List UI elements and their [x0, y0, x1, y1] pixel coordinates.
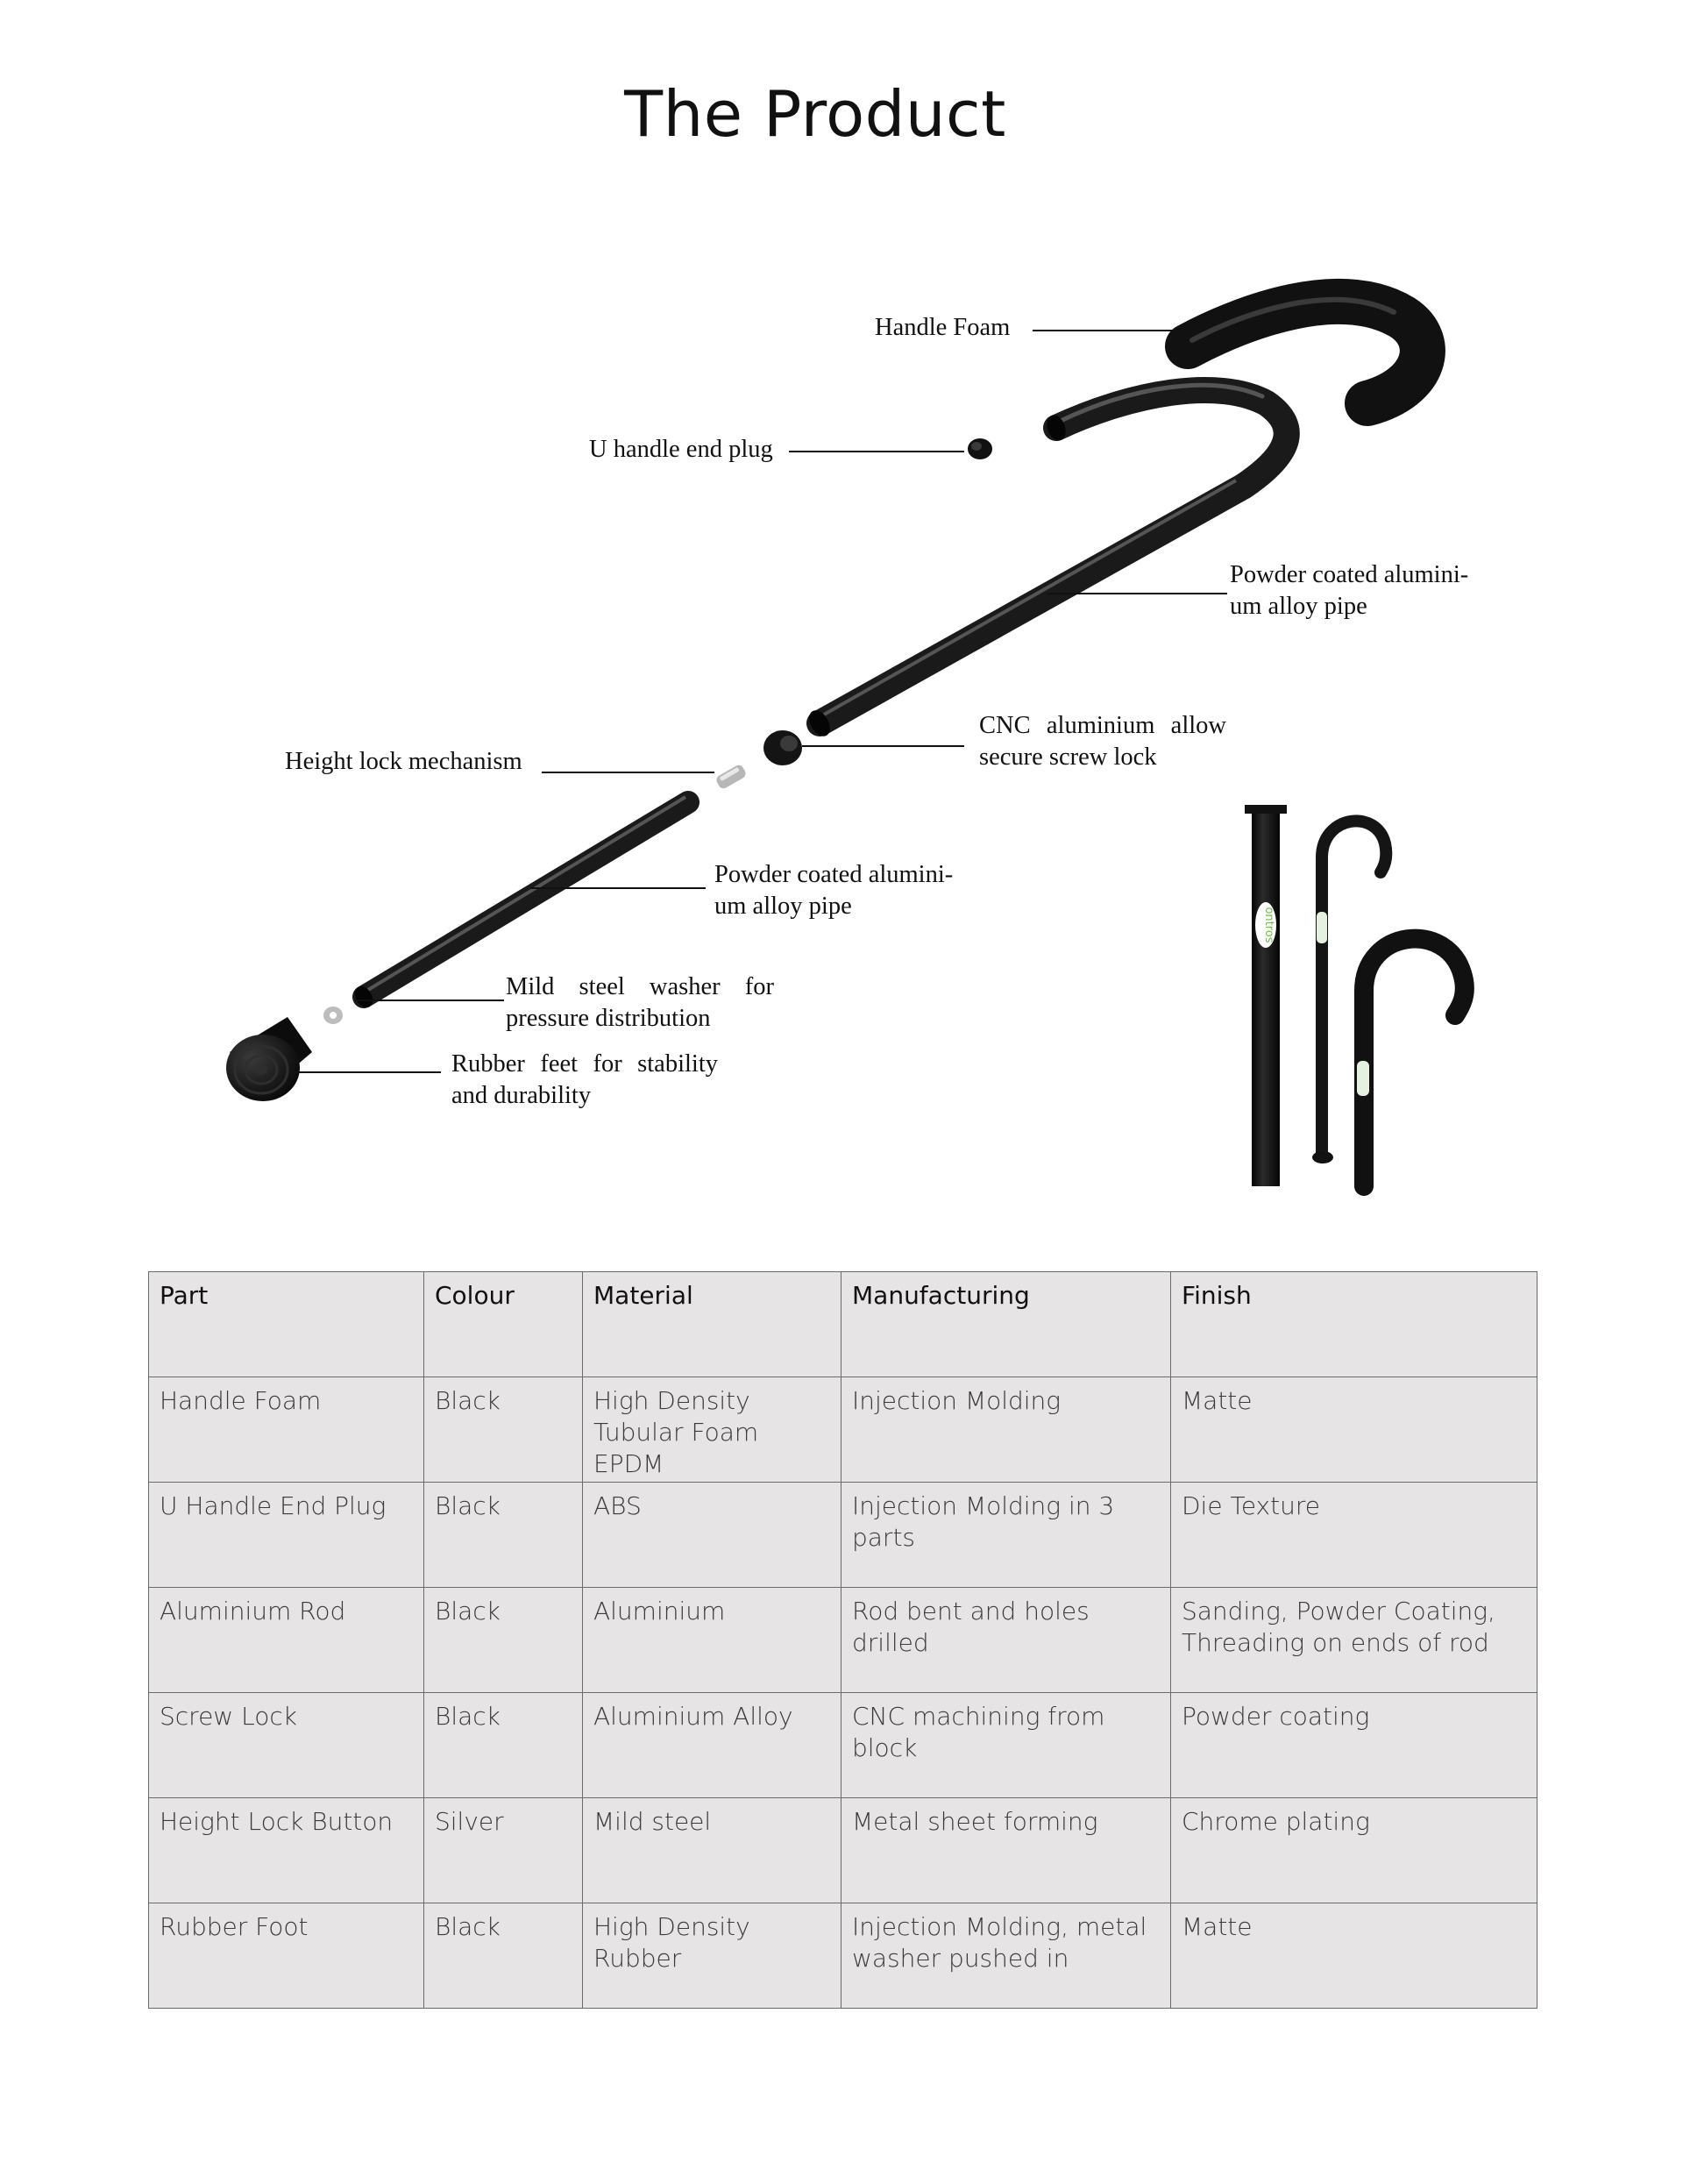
- spec-table: [148, 1271, 1537, 2009]
- table-row: [149, 1798, 1537, 1903]
- cell-material: Mild steel: [583, 1798, 842, 1903]
- callout-rubber-feet: [451, 1049, 718, 1112]
- cell-finish: Sanding, Powder Coating, Threading on ends of rod: [1171, 1588, 1537, 1693]
- callout-lower-pipe-line1: Powder coated alumini-: [714, 861, 954, 888]
- callout-screw-lock: [979, 710, 1226, 773]
- table-row: [149, 1483, 1537, 1588]
- callout-rubber-feet-line1: Rubber feet for stability: [451, 1050, 718, 1078]
- cell-material: High Density Rubber: [583, 1903, 842, 2009]
- callout-washer-line1: Mild steel washer for: [506, 973, 774, 1000]
- cell-colour: Silver: [424, 1798, 583, 1903]
- cell-colour: Black: [424, 1588, 583, 1693]
- callout-lower-pipe: [714, 859, 953, 922]
- callout-upper-pipe: [1230, 559, 1468, 622]
- callout-u-handle-end-plug: U handle end plug: [589, 436, 773, 463]
- callout-upper-pipe-line2: um alloy pipe: [1230, 593, 1367, 620]
- cell-part: Rubber Foot: [149, 1903, 424, 2009]
- table-row: [149, 1588, 1537, 1693]
- cell-part: Screw Lock: [149, 1693, 424, 1798]
- callout-upper-pipe-line1: Powder coated alumini-: [1230, 561, 1469, 588]
- cell-part: Aluminium Rod: [149, 1588, 424, 1693]
- header-material: Material: [583, 1272, 842, 1377]
- callout-washer: [506, 971, 774, 1035]
- cell-colour: Black: [424, 1483, 583, 1588]
- cell-part: Handle Foam: [149, 1377, 424, 1483]
- header-manufacturing: Manufacturing: [842, 1272, 1171, 1377]
- cell-part: Height Lock Button: [149, 1798, 424, 1903]
- table-header-row: [149, 1272, 1537, 1377]
- cell-manufacturing: Injection Molding in 3 parts: [842, 1483, 1171, 1588]
- cell-finish: Matte: [1171, 1903, 1537, 2009]
- cell-finish: Powder coating: [1171, 1693, 1537, 1798]
- cell-manufacturing: CNC machining from block: [842, 1693, 1171, 1798]
- cell-finish: Chrome plating: [1171, 1798, 1537, 1903]
- cell-part: U Handle End Plug: [149, 1483, 424, 1588]
- cell-material: Aluminium Alloy: [583, 1693, 842, 1798]
- cell-manufacturing: Rod bent and holes drilled: [842, 1588, 1171, 1693]
- header-finish: Finish: [1171, 1272, 1537, 1377]
- callout-screw-lock-line1: CNC aluminium allow: [979, 712, 1226, 739]
- cell-manufacturing: Metal sheet forming: [842, 1798, 1171, 1903]
- cell-finish: Matte: [1171, 1377, 1537, 1483]
- callout-screw-lock-line2: secure screw lock: [979, 743, 1157, 771]
- cell-material: Aluminium: [583, 1588, 842, 1693]
- cell-manufacturing: Injection Molding, metal washer pushed in: [842, 1903, 1171, 2009]
- cell-colour: Black: [424, 1903, 583, 2009]
- assembled-cane-photo: [1245, 805, 1465, 1186]
- callout-height-lock: Height lock mechanism: [285, 748, 522, 775]
- rubber-foot-part: [226, 1017, 312, 1101]
- height-lock-button-part: [714, 764, 747, 791]
- callout-handle-foam: Handle Foam: [875, 314, 1011, 341]
- cell-finish: Die Texture: [1171, 1483, 1537, 1588]
- cell-colour: Black: [424, 1377, 583, 1483]
- cell-manufacturing: Injection Molding: [842, 1377, 1171, 1483]
- cell-colour: Black: [424, 1693, 583, 1798]
- cell-material: High Density Tubular Foam EPDM: [583, 1377, 842, 1483]
- callout-washer-line2: pressure distribution: [506, 1005, 711, 1032]
- upper-aluminium-pipe: [820, 390, 1287, 723]
- page-title: The Product: [624, 77, 1006, 151]
- table-row: [149, 1377, 1537, 1483]
- header-colour: Colour: [424, 1272, 583, 1377]
- callout-rubber-feet-line2: and durability: [451, 1082, 592, 1109]
- lower-aluminium-pipe: [364, 802, 688, 997]
- table-row: [149, 1693, 1537, 1798]
- brand-logo: ontros: [1262, 907, 1275, 943]
- table-row: [149, 1903, 1537, 2009]
- cell-material: ABS: [583, 1483, 842, 1588]
- callout-lower-pipe-line2: um alloy pipe: [714, 893, 852, 920]
- header-part: Part: [149, 1272, 424, 1377]
